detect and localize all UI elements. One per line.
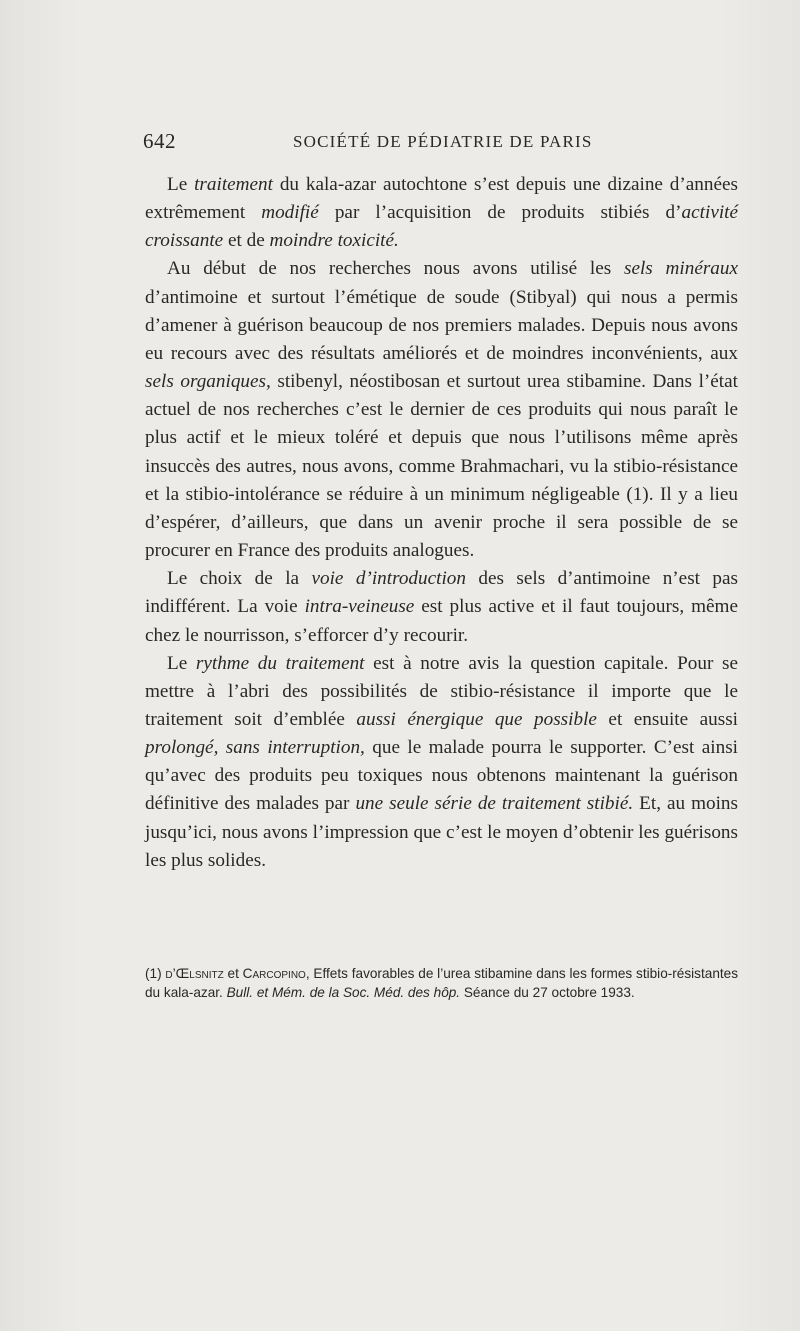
italic-text: une seule série de traitement stibié. — [355, 793, 634, 815]
italic-text: moindre toxicité. — [269, 230, 399, 252]
text-run: d’antimoine et surtout l’émétique de soude (Stibyal) qui nous a permis d’amener à guérison beaucoup de nos premiers malades. Depuis nous avons eu recours avec des résultats améliorés et de moindres inconvénients, aux — [145, 286, 738, 364]
italic-text: sels minéraux — [623, 258, 738, 280]
italic-text: activité croissante — [145, 202, 739, 252]
italic-text: intra-veineuse — [304, 596, 415, 618]
text-run: Au début de nos recherches nous avons utilisé les — [167, 258, 624, 280]
text-run: et — [223, 966, 243, 981]
italic-text: rythme du traitement — [195, 652, 365, 674]
text-run: est à notre avis la question capitale. Pour se mettre à l’abri des possibilités de stibio-résistance il importe que le traitement soit d’emblée — [145, 652, 738, 730]
running-head: SOCIÉTÉ DE PÉDIATRIE DE PARIS — [293, 132, 593, 151]
text-run: du kala-azar autochtone s’est depuis une dizaine d’années extrêmement — [145, 174, 738, 224]
text-run: , Effets favorables de l’urea stibamine dans les formes stibio-résistantes du kala-azar. — [145, 966, 739, 1000]
text-run: et de — [223, 230, 270, 252]
page-header — [143, 129, 598, 153]
italic-text: sels organiques, — [145, 371, 271, 393]
italic-text: voie d’introduction — [311, 568, 466, 590]
paragraph — [145, 171, 738, 255]
text-run: et ensuite aussi — [596, 708, 738, 730]
text-run: Carcopino — [242, 966, 306, 981]
italic-text: Bull. et Mém. de la Soc. Méd. des hôp. — [226, 985, 461, 1000]
text-run: est plus active et il faut toujours, même chez le nourrisson, s’efforcer d’y recourir. — [145, 596, 738, 646]
body-text — [145, 171, 738, 875]
text-run: Le — [167, 174, 195, 195]
paragraph — [145, 650, 738, 875]
page-number: 642 — [143, 129, 176, 153]
text-run: stibenyl, néostibosan et surtout urea stibamine. Dans l’état actuel de nos recherches c’est le dernier de ces produits qui nous paraît le plus actif et le mieux toléré et depuis que nous l’utilisons même après insuccès des autres, nous avons, comme Brahmachari, vu la stibio-résistance et la stibio-intolérance se réduire à un minimum négligeable (1). Il y a lieu d’espérer, d’ailleurs, que dans un avenir proche il sera possible de se procurer en France des produits analogues. — [145, 371, 738, 562]
text-run: que le malade pourra le supporter. C’est ainsi qu’avec des produits peu toxiques nous obtenons maintenant la guérison définitive des malades par — [145, 737, 738, 815]
italic-text: modifié — [261, 202, 319, 224]
footnote — [145, 964, 738, 1002]
text-run: Le choix de la — [167, 568, 312, 590]
paragraph — [145, 255, 738, 565]
text-run: des sels d’antimoine n’est pas indifférent. La voie — [145, 568, 738, 618]
italic-text: aussi énergique que possible — [356, 708, 597, 730]
text-run: Séance du 27 octobre 1933. — [460, 985, 635, 1000]
paragraph — [145, 565, 738, 649]
text-run: (1) — [145, 966, 166, 981]
italic-text: prolongé, sans interruption, — [145, 737, 365, 759]
text-run: d’Œlsnitz — [165, 966, 224, 981]
text-run: Le — [167, 652, 196, 674]
text-run: Et, au moins jusqu’ici, nous avons l’impression que c’est le moyen d’obtenir les guérisons les plus solides. — [145, 793, 738, 871]
italic-text: traitement — [194, 174, 273, 195]
text-run: par l’acquisition de produits stibiés d’ — [318, 202, 682, 224]
